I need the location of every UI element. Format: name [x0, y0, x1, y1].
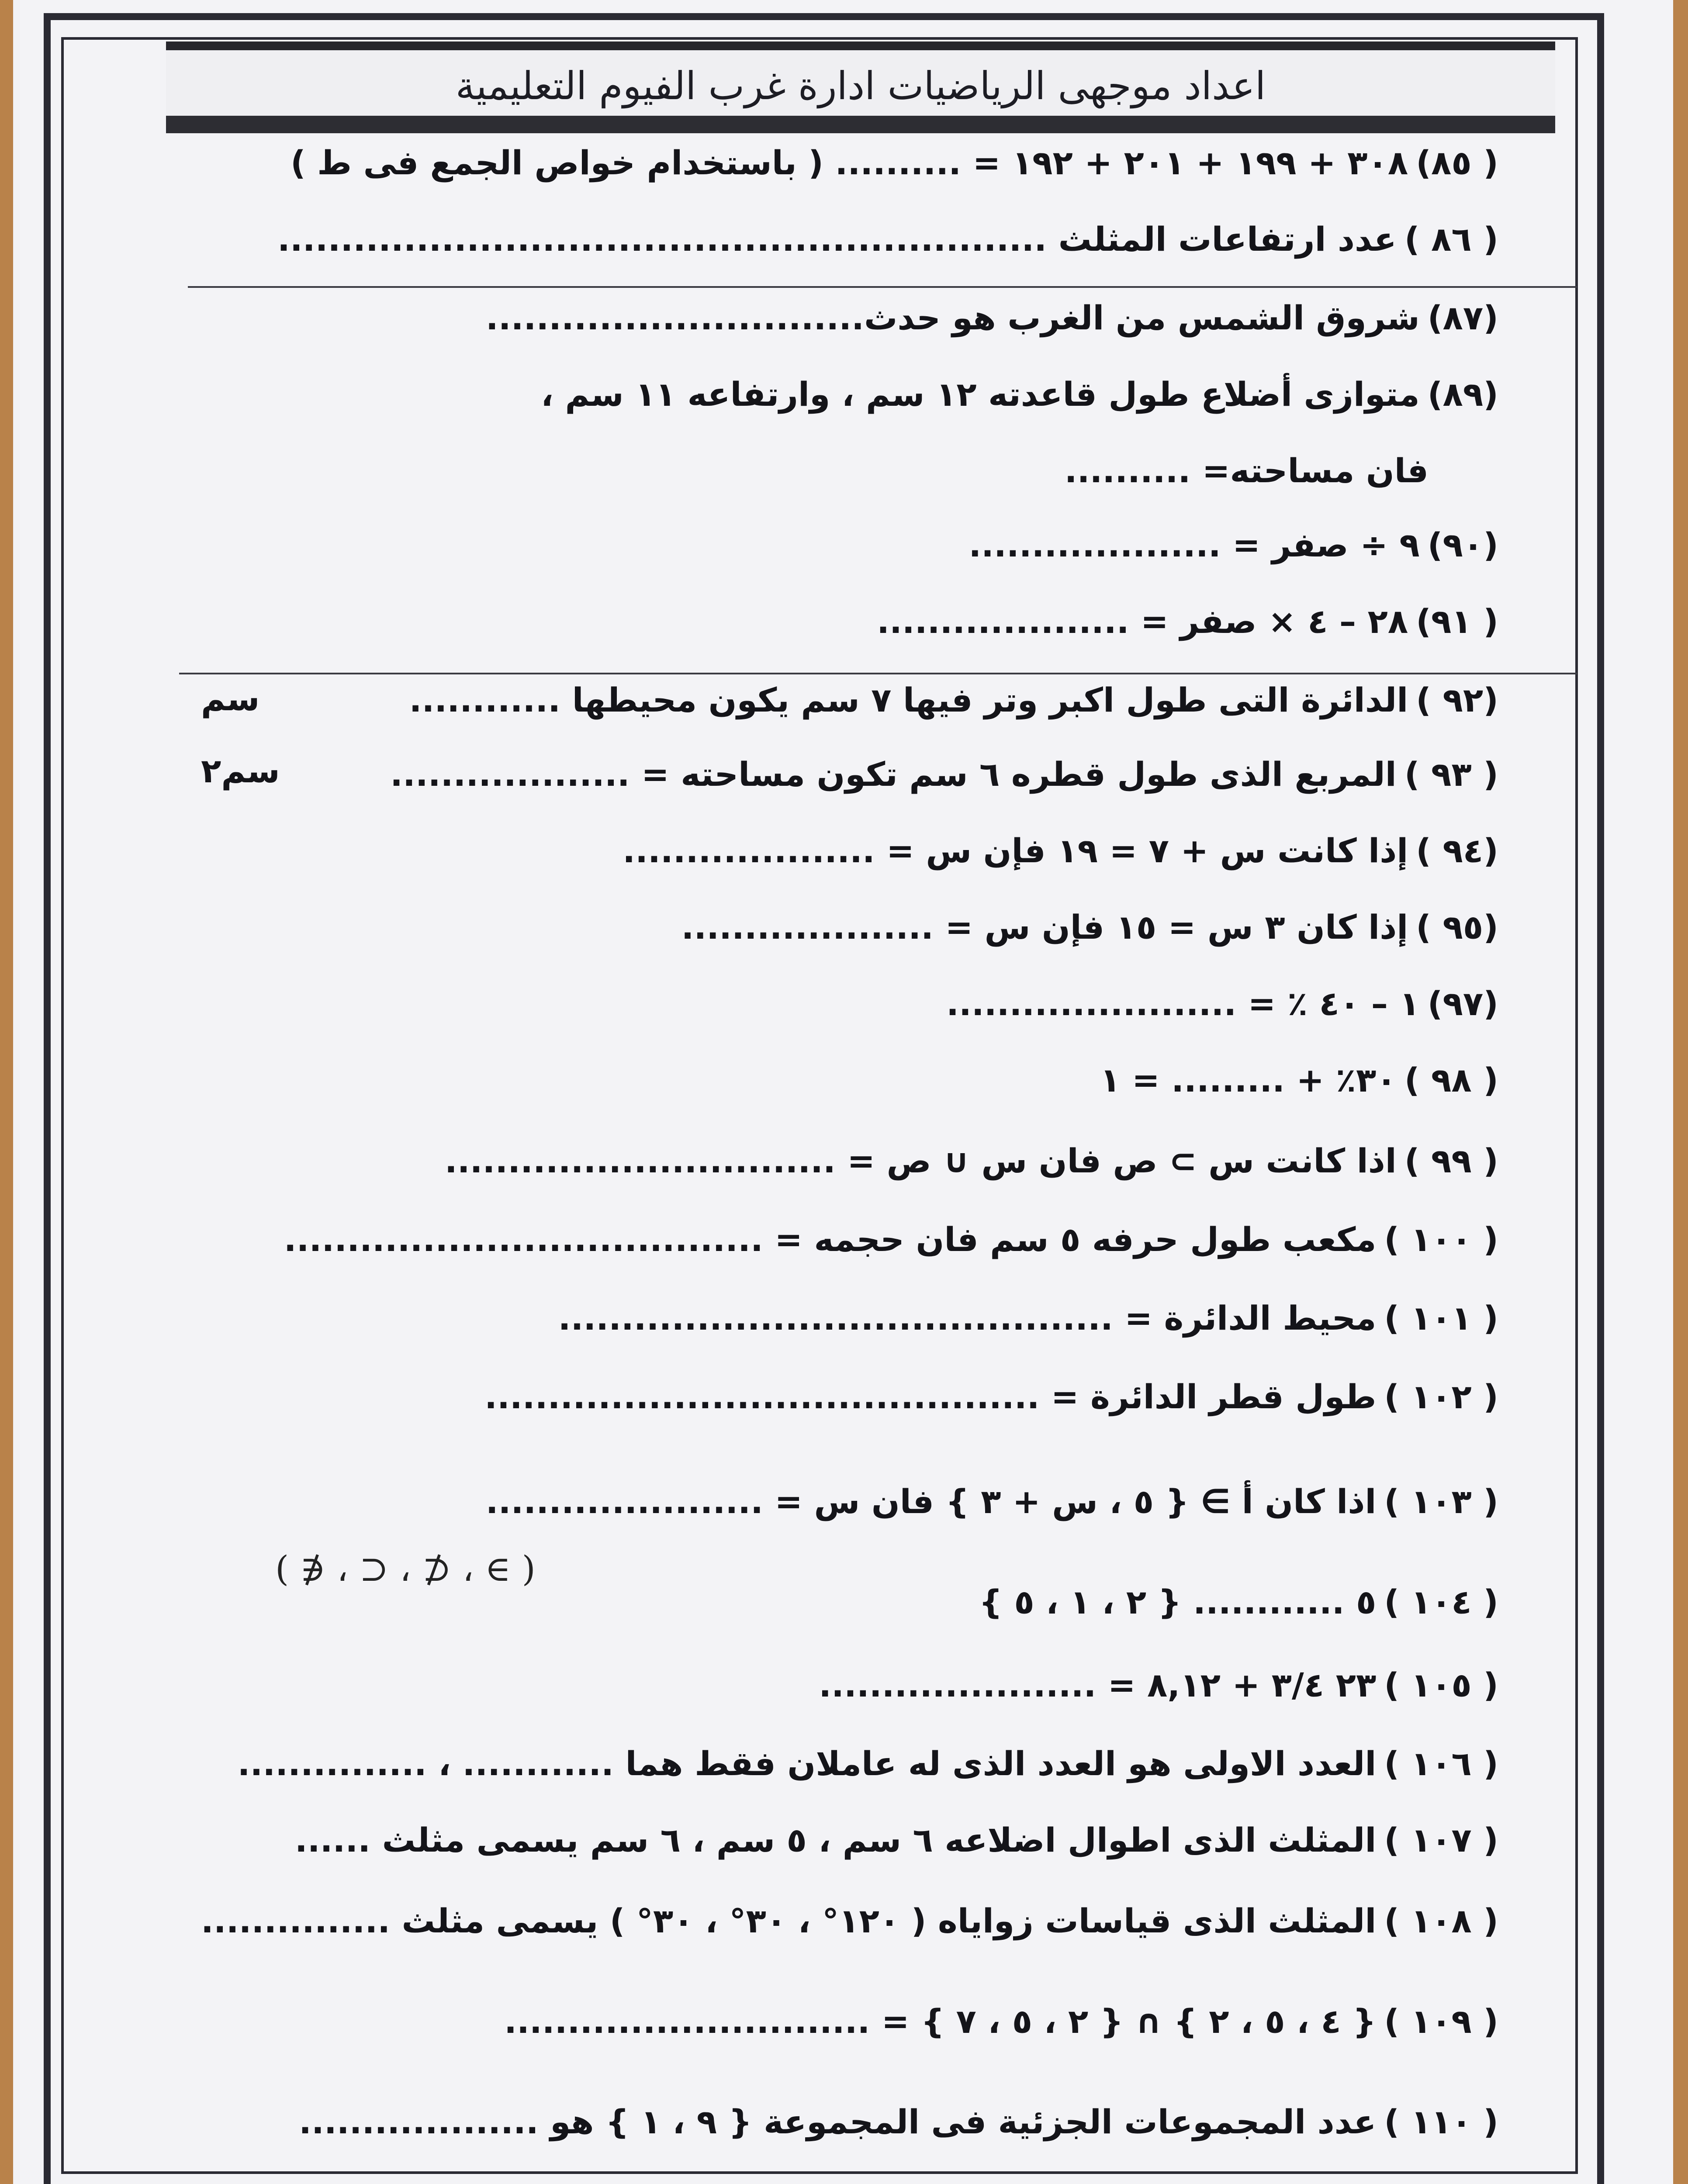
- question-107: ( ١٠٧ )المثلث الذى اطوال اضلاعه ٦ سم ، ٥ سم ، ٦ سم يسمى مثلث ......: [294, 1821, 1498, 1859]
- question-104: ( ١٠٤ )٥ ............ { ٢ ، ١ ، ٥ }: [979, 1583, 1498, 1621]
- question-99: ( ٩٩ )اذا كانت س ⊃ ص فان س ∪ ص = ...............................: [444, 1141, 1498, 1180]
- question-89-continuation: فان مساحته= ..........: [1064, 451, 1429, 490]
- question-86: ( ٨٦ )عدد ارتفاعات المثلث .............................................................: [277, 220, 1498, 259]
- question-87: (٨٧)شروق الشمس من الغرب هو حدث..............................: [485, 298, 1498, 337]
- section-divider: [179, 673, 1577, 674]
- question-103: ( ١٠٣ )اذا كان أ ∋ { ٥ ، س + ٣ } فان س = ......................: [485, 1482, 1498, 1521]
- question-92: (٩٢ )الدائرة التى طول اكبر وتر فيها ٧ سم يكون محيطها ............: [409, 681, 1498, 719]
- section-divider: [188, 286, 1577, 288]
- question-90: (٩٠)٩ ÷ صفر = ....................: [969, 525, 1498, 564]
- question-102: ( ١٠٢ )طول قطر الدائرة = ............................................: [484, 1377, 1498, 1416]
- unit-q92: سم: [201, 679, 260, 718]
- question-106: ( ١٠٦ )العدد الاولى هو العدد الذى له عاملان فقط هما ............ ، ...............: [237, 1744, 1498, 1783]
- unit-q93: سم٢: [201, 751, 280, 790]
- question-95: (٩٥ )إذا كان ٣ س = ١٥ فإن س = ....................: [681, 908, 1498, 947]
- question-110: ( ١١٠ )عدد المجموعات الجزئية فى المجموعة { ٩ ، ١ } هو ...................: [299, 2102, 1498, 2141]
- question-98: ( ٩٨ )٣٠٪ + ......... = ١: [1100, 1061, 1498, 1099]
- question-109: ( ١٠٩ ){ ٤ ، ٥ ، ٢ } ∩ { ٢ ، ٥ ، ٧ } = .............................: [504, 2002, 1498, 2041]
- exam-paper: [13, 0, 1673, 2184]
- question-104-options: ( ∌ ، ⊃ ، ⊅ ، ∈ ): [275, 1548, 536, 1589]
- question-101: ( ١٠١ )محيط الدائرة = ............................................: [558, 1299, 1498, 1337]
- question-94: (٩٤ )إذا كانت س + ٧ = ١٩ فإن س = ....................: [623, 831, 1498, 870]
- header-title: اعداد موجهى الرياضيات ادارة غرب الفيوم التعليمية: [455, 63, 1266, 108]
- question-108: ( ١٠٨ )المثلث الذى قياسات زواياه ( ١٢٠° ، ٣٠° ، ٣٠° ) يسمى مثلث ...............: [201, 1901, 1498, 1940]
- question-105: ( ١٠٥ )٢٣ ٣/٤ + ٨,١٢ = ......................: [819, 1666, 1498, 1704]
- question-97: (٩٧)١ – ٤٠ ٪ = .......................: [946, 984, 1498, 1023]
- question-91: ( ٩١)٢٨ – ٤ × صفر = ....................: [877, 602, 1498, 641]
- question-85: ( ٨٥)٣٠٨ + ١٩٩ + ٢٠١ + ١٩٢ = .......... ( باستخدام خواص الجمع فى ط ): [290, 143, 1498, 182]
- question-93: ( ٩٣ )المربع الذى طول قطره ٦ سم تكون مساحته = ...................: [390, 755, 1498, 794]
- question-89: (٨٩)متوازى أضلاع طول قاعدته ١٢ سم ، وارتفاعه ١١ سم ،: [541, 375, 1498, 414]
- question-100: ( ١٠٠ )مكعب طول حرفه ٥ سم فان حجمه = ......................................: [284, 1220, 1498, 1259]
